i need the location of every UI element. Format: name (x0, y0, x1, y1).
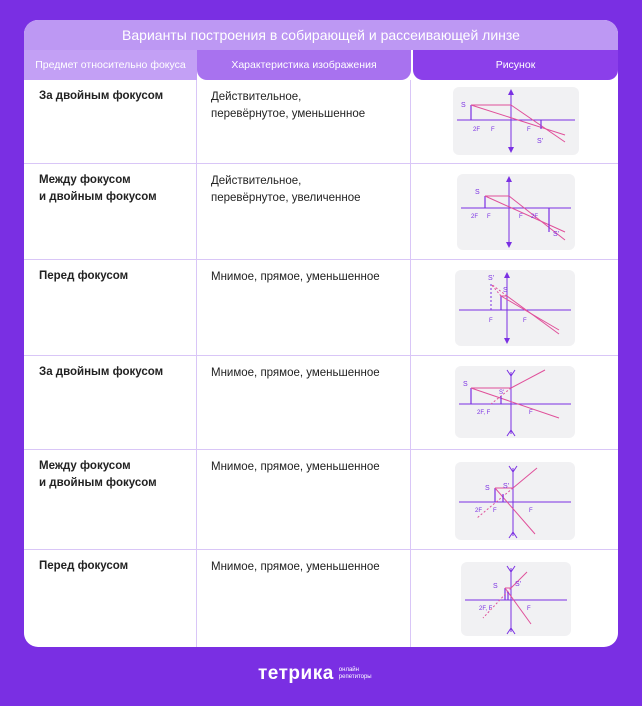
svg-text:F: F (527, 127, 531, 133)
figure-cell (411, 450, 618, 549)
table-title: Варианты построения в собирающей и рассеивающей линзе (24, 20, 618, 50)
svg-text:S': S' (503, 483, 510, 490)
table-row (24, 164, 618, 260)
object-position-cell: За двойным фокусом (24, 356, 197, 449)
table-row (24, 80, 618, 164)
diverging-lens-diagram (455, 366, 575, 438)
svg-text:F: F (527, 606, 531, 612)
svg-text:S: S (463, 381, 468, 388)
svg-text:F: F (493, 508, 497, 514)
image-characteristic-cell: Мнимое, прямое, уменьшенное (197, 450, 411, 549)
svg-text:F: F (529, 508, 533, 514)
svg-text:S: S (461, 102, 466, 109)
lens-table (24, 50, 618, 647)
object-position-cell: За двойным фокусом (24, 80, 197, 163)
svg-text:F: F (529, 410, 533, 416)
svg-text:F: F (489, 318, 493, 324)
table-row (24, 550, 618, 647)
brand-logo (258, 662, 372, 686)
converging-lens-diagram (453, 87, 579, 155)
svg-text:S: S (503, 287, 508, 294)
object-position-cell: Между фокусом и двойным фокусом (24, 164, 197, 259)
figure-cell (411, 356, 618, 449)
svg-text:S': S' (515, 581, 522, 588)
svg-text:F: F (491, 127, 495, 133)
svg-text:2F: 2F (471, 214, 479, 220)
table-card (24, 20, 618, 647)
image-characteristic-cell: Мнимое, прямое, уменьшенное (197, 356, 411, 449)
svg-text:S: S (493, 583, 498, 590)
svg-text:F: F (523, 318, 527, 324)
svg-text:S': S' (537, 138, 544, 145)
converging-lens-diagram (457, 174, 575, 250)
brand-name: тетрика (258, 663, 334, 684)
table-row (24, 356, 618, 450)
brand-tagline: онлайн репетиторы (338, 667, 372, 680)
image-characteristic-cell: Действительное, перевёрнутое, уменьшенное (197, 80, 411, 163)
svg-text:2F, F: 2F, F (477, 410, 491, 416)
svg-text:2F: 2F (531, 214, 539, 220)
svg-text:F: F (519, 214, 523, 220)
table-row (24, 260, 618, 356)
svg-text:F: F (487, 214, 491, 220)
image-characteristic-cell: Мнимое, прямое, уменьшенное (197, 550, 411, 647)
svg-text:2F: 2F (475, 508, 483, 514)
header-object-position: Предмет относительно фокуса (24, 50, 197, 80)
table-row (24, 450, 618, 550)
header-image-characteristic: Характеристика изображения (197, 50, 411, 80)
figure-cell (411, 260, 618, 355)
object-position-cell: Между фокусом и двойным фокусом (24, 450, 197, 549)
table-header (24, 50, 618, 80)
image-characteristic-cell: Действительное, перевёрнутое, увеличенное (197, 164, 411, 259)
svg-text:2F, F: 2F, F (479, 606, 493, 612)
svg-text:S': S' (499, 390, 505, 396)
object-position-cell: Перед фокусом (24, 260, 197, 355)
image-characteristic-cell: Мнимое, прямое, уменьшенное (197, 260, 411, 355)
svg-text:S': S' (553, 231, 560, 238)
converging-lens-diagram (455, 270, 575, 346)
svg-text:2F: 2F (473, 127, 481, 133)
svg-text:S: S (485, 485, 490, 492)
figure-cell (411, 164, 618, 259)
diverging-lens-diagram (461, 562, 571, 636)
diverging-lens-diagram (455, 462, 575, 540)
figure-cell (411, 550, 618, 647)
header-figure: Рисунок (413, 50, 618, 80)
svg-text:S: S (475, 189, 480, 196)
svg-text:S': S' (488, 275, 495, 282)
object-position-cell: Перед фокусом (24, 550, 197, 647)
figure-cell (411, 80, 618, 163)
